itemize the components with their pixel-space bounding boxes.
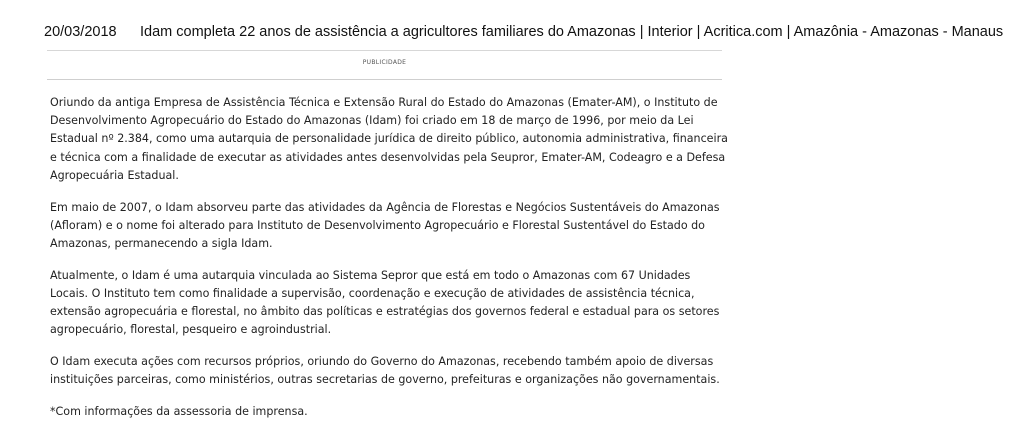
article-paragraph-2: Em maio de 2007, o Idam absorveu parte das atividades da Agência de Florestas e Negócios Sustentáveis do Amazonas (Afloram) e o nome foi alterado para Instituto de Desenvolvimento Agropecuário e Florestal Sustentável do Estado do Amazonas, permanecendo a sigla Idam. bbox=[50, 200, 720, 250]
article-paragraph-1: Oriundo da antiga Empresa de Assistência Técnica e Extensão Rural do Estado do Amazonas (Emater-AM), o Instituto de Desenvolvimento Agropecuário do Estado do Amazonas (Idam) foi criado em 18 de março de 1996, por meio da Lei Estadual nº 2.384, como uma autarquia de personalidade jurídica de direito público, autonomia administrativa, financeira e técnica com a finalidade de executar as atividades antes desenvolvidas pela Seupror, Emater-AM, Codeagro e a Defesa Agropecuária Estadual. bbox=[50, 96, 728, 182]
print-date: 20/03/2018 bbox=[44, 24, 117, 40]
article-body bbox=[50, 94, 730, 435]
ad-divider-top bbox=[47, 50, 722, 51]
advertisement-label: PUBLICIDADE bbox=[362, 59, 407, 66]
article-paragraph-4: O Idam executa ações com recursos próprios, oriundo do Governo do Amazonas, recebendo também apoio de diversas instituições parceiras, como ministérios, outras secretarias de governo, prefeituras e organizações não governamentais. bbox=[50, 354, 720, 387]
page-title: Idam completa 22 anos de assistência a agricultores familiares do Amazonas | Interior | Acritica.com | Amazônia - Amazonas - Manaus bbox=[140, 24, 1004, 40]
ad-divider-bottom bbox=[47, 79, 722, 80]
print-header bbox=[44, 24, 1014, 40]
article-footnote: *Com informações da assessoria de imprensa. bbox=[50, 404, 308, 418]
article-paragraph-3: Atualmente, o Idam é uma autarquia vinculada ao Sistema Sepror que está em todo o Amazonas com 67 Unidades Locais. O Instituto tem como finalidade a supervisão, coordenação e execução de atividades de assistência técnica, extensão agropecuária e florestal, no âmbito das políticas e estratégias dos governos federal e estadual para os setores agropecuário, florestal, pesqueiro e agroindustrial. bbox=[50, 268, 720, 337]
